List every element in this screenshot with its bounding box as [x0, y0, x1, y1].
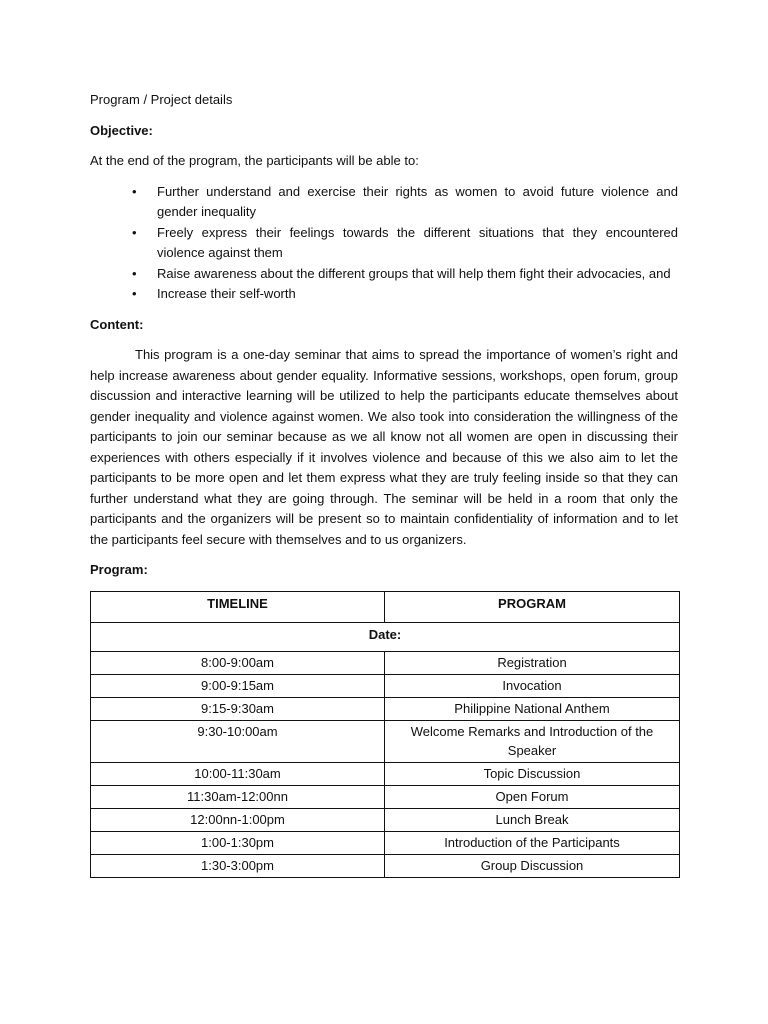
program-cell: Group Discussion	[385, 854, 680, 877]
table-row	[91, 808, 680, 831]
bullet-icon: •	[132, 286, 137, 301]
date-label: Date:	[91, 622, 680, 651]
content-paragraph: This program is a one-day seminar that aims to spread the importance of women’s right and help increase awareness about gender equality. Informative sessions, workshops, open forum, group discussion and interactive learning will be utilized to help the participants educate themselves about gender inequality and violence against women. We also took into consideration the willingness of the participants to join our seminar because as we all know not all women are open in discussing their experiences with others especially if it involves violence and because of this we also aim to let the participants to be more open and let them express what they are truly feeling inside so that they can further understand what they are going through. The seminar will be held in a room that only the participants and the organizers will be present so to maintain confidentiality of information and to let the participants feel secure with themselves and to us organizers.	[90, 347, 678, 547]
program-table	[90, 591, 680, 878]
table-row	[91, 762, 680, 785]
list-item	[90, 264, 678, 285]
program-cell: Registration	[385, 651, 680, 674]
time-cell: 9:15-9:30am	[91, 697, 385, 720]
objective-text: Further understand and exercise their rights as women to avoid future violence and gender inequality	[157, 183, 678, 219]
program-cell: Lunch Break	[385, 808, 680, 831]
objective-heading: Objective:	[90, 122, 153, 138]
time-cell: 9:30-10:00am	[91, 720, 385, 762]
table-row	[91, 720, 680, 762]
bullet-icon: •	[132, 183, 137, 199]
program-cell: Welcome Remarks and Introduction of the Speaker	[385, 720, 680, 762]
table-header-row	[91, 591, 680, 622]
date-row	[91, 622, 680, 651]
list-item	[90, 284, 678, 305]
table-row	[91, 697, 680, 720]
time-cell: 1:30-3:00pm	[91, 854, 385, 877]
bullet-icon: •	[132, 224, 137, 240]
time-cell: 9:00-9:15am	[91, 674, 385, 697]
objective-text: Freely express their feelings towards the different situations that they encountered violence against them	[157, 224, 678, 260]
program-cell: Topic Discussion	[385, 762, 680, 785]
objective-text: Raise awareness about the different groups that will help them fight their advocacies, and	[157, 265, 671, 281]
table-row	[91, 854, 680, 877]
time-cell: 11:30am-12:00nn	[91, 785, 385, 808]
time-cell: 10:00-11:30am	[91, 762, 385, 785]
program-cell: Philippine National Anthem	[385, 697, 680, 720]
table-row	[91, 674, 680, 697]
table-row	[91, 785, 680, 808]
content-heading: Content:	[90, 316, 144, 332]
time-cell: 1:00-1:30pm	[91, 831, 385, 854]
program-cell: Introduction of the Participants	[385, 831, 680, 854]
objective-text: Increase their self-worth	[157, 286, 296, 301]
program-cell: Invocation	[385, 674, 680, 697]
document-content	[90, 90, 678, 878]
objective-intro: At the end of the program, the participants will be able to:	[90, 153, 419, 168]
bullet-icon: •	[132, 265, 137, 281]
program-heading: Program:	[90, 562, 148, 577]
table-row	[91, 831, 680, 854]
list-item	[90, 182, 678, 223]
program-column-header: PROGRAM	[385, 591, 680, 622]
time-cell: 12:00nn-1:00pm	[91, 808, 385, 831]
time-cell: 8:00-9:00am	[91, 651, 385, 674]
document-title: Program / Project details	[90, 92, 233, 107]
program-cell: Open Forum	[385, 785, 680, 808]
timeline-column-header: TIMELINE	[91, 591, 385, 622]
table-row	[91, 651, 680, 674]
list-item	[90, 223, 678, 264]
objectives-list	[90, 182, 678, 305]
